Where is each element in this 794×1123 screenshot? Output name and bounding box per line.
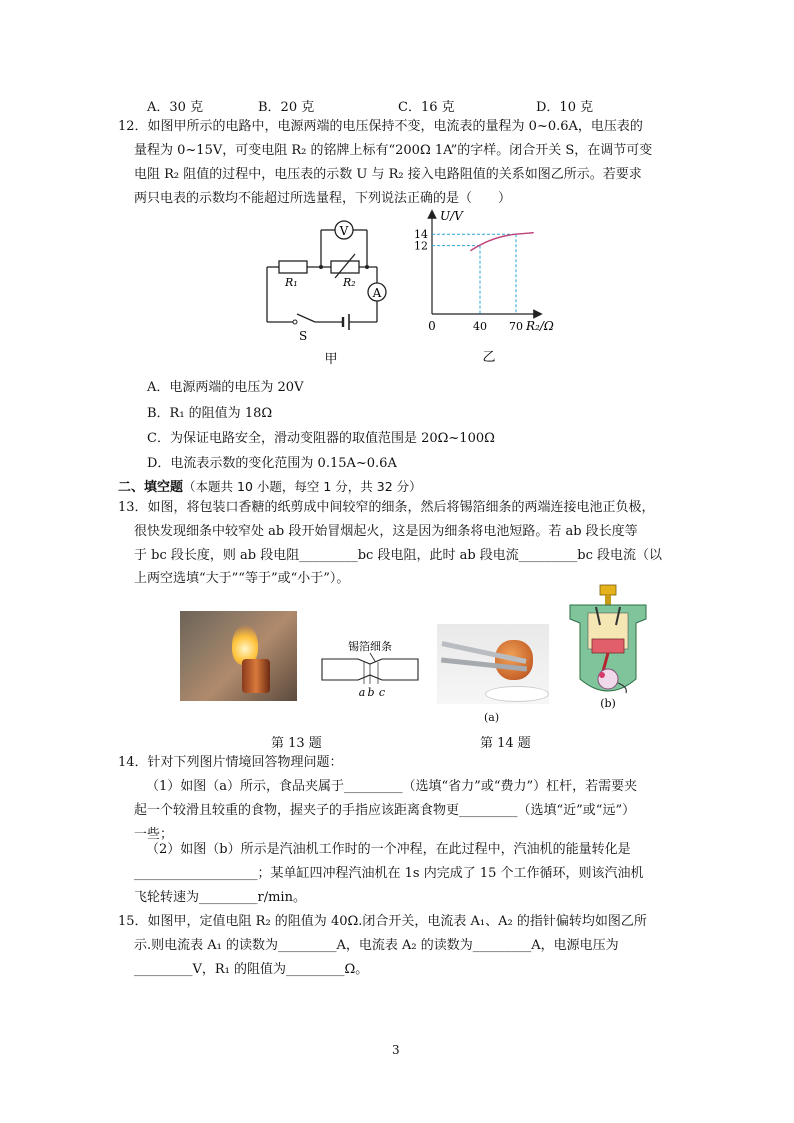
q11-option-a: A．30 克 <box>147 100 204 115</box>
y-tick-label: 14 <box>414 228 428 242</box>
sub-a-label: (a) <box>484 711 500 724</box>
r2-label: R₂ <box>343 276 356 289</box>
chart-yi <box>410 208 570 368</box>
q13-line: 13．如图，将包装口香糖的纸剪成中间较窄的细条，然后将锡箔细条的两端连接电池正负极， <box>118 500 655 515</box>
point-b: b <box>367 686 375 699</box>
x-axis-label: R₂/Ω <box>526 319 554 333</box>
q12-line: 12．如图甲所示的电路中，电源两端的电压保持不变，电流表的量程为 0~0.6A，电压表的 <box>118 119 643 134</box>
y-axis-label: U/V <box>440 209 463 223</box>
q12-option-c: C．为保证电路安全，滑动变阻器的取值范围是 20Ω~100Ω <box>147 431 495 446</box>
q12-option-d: D．电流表示数的变化范围为 0.15A~0.6A <box>147 456 397 471</box>
page-number: 3 <box>392 1043 400 1057</box>
q15-line: _________V，R₁ 的阻值为_________Ω。 <box>134 962 369 977</box>
q14-line: 飞轮转速为_________r/min。 <box>134 890 306 905</box>
foil-strip-diagram <box>318 636 422 706</box>
q14-line: （2）如图（b）所示是汽油机工作时的一个冲程，在此过程中，汽油机的能量转化是 <box>146 842 631 857</box>
strip-label: 锡箔细条 <box>348 640 392 653</box>
q14-line: ___________________；某单缸四冲程汽油机在 1s 内完成了 15 个工作循环，则该汽油机 <box>134 866 644 881</box>
q11-option-c: C．16 克 <box>398 100 455 115</box>
section-header <box>118 476 422 495</box>
q13-caption: 第 13 题 <box>271 736 322 751</box>
burning-foil-photo <box>180 611 297 701</box>
sub-b-label: (b) <box>600 697 616 709</box>
fig-jia-caption: 甲 <box>324 352 338 367</box>
fig-yi-caption: 乙 <box>482 350 496 365</box>
q15-line: 示.则电流表 A₁ 的读数为_________A，电流表 A₂ 的读数为_________A，电源电压为 <box>134 938 619 953</box>
point-c: c <box>378 686 386 699</box>
battery <box>242 659 270 693</box>
q14-caption: 第 14 题 <box>480 736 531 751</box>
q14-line: 起一个较滑且较重的食物，握夹子的手指应该距离食物更_________（选填“近”或“远”） <box>134 803 636 818</box>
y-tick-label: 12 <box>414 239 428 253</box>
tongs-photo <box>437 624 549 704</box>
q12-line: 量程为 0~15V，可变电阻 R₂ 的铭牌上标有“200Ω 1A”的字样。闭合开关 S，在调节可变 <box>134 143 653 158</box>
section-note: （本题共 10 小题，每空 1 分，共 32 分） <box>183 479 422 494</box>
origin-label: 0 <box>428 319 436 333</box>
plate <box>485 686 549 702</box>
point-a: a <box>358 686 366 699</box>
x-tick-label: 70 <box>509 320 523 333</box>
voltmeter-label: V <box>339 224 349 238</box>
q12-option-a: A．电源两端的电压为 20V <box>147 380 304 395</box>
q12-line: 电阻 R₂ 阻值的过程中，电压表的示数 U 与 R₂ 接入电路阻值的关系如图乙所示。若要求 <box>134 167 642 182</box>
q15-line: 15．如图甲，定值电阻 R₂ 的阻值为 40Ω.闭合开关，电流表 A₁、A₂ 的指针偏转均如图乙所 <box>118 914 647 929</box>
engine-diagram <box>562 583 654 709</box>
q13-line: 很快发现细条中较窄处 ab 段开始冒烟起火，这是因为细条将电池短路。若 ab 段长度等 <box>134 524 638 539</box>
switch-label: S <box>299 329 308 343</box>
q11-option-b: B．20 克 <box>258 100 315 115</box>
r1-label: R₁ <box>285 276 298 289</box>
q12-line: 两只电表的示数均不能超过所选量程，下列说法正确的是（ ） <box>134 191 512 206</box>
q14-line: 14．针对下列图片情境回答物理问题： <box>118 755 343 770</box>
q14-line: （1）如图（a）所示，食品夹属于_________（选填“省力”或“费力”）杠杆，若需要夹 <box>146 779 638 794</box>
ammeter-label: A <box>372 286 382 300</box>
x-tick-label: 40 <box>473 320 487 333</box>
section-title: 二、填空题 <box>118 480 184 495</box>
circuit-diagram-jia <box>255 210 395 370</box>
q13-line: 上两空选填“大于”“等于”或“小于”）。 <box>134 571 350 586</box>
q11-option-d: D．10 克 <box>536 100 594 115</box>
q14-line: 一些； <box>134 827 174 842</box>
q13-line: 于 bc 段长度，则 ab 段电阻_________bc 段电阻，此时 ab 段电流_________bc 段电流（以 <box>134 548 663 563</box>
q12-option-b: B．R₁ 的阻值为 18Ω <box>147 406 273 421</box>
